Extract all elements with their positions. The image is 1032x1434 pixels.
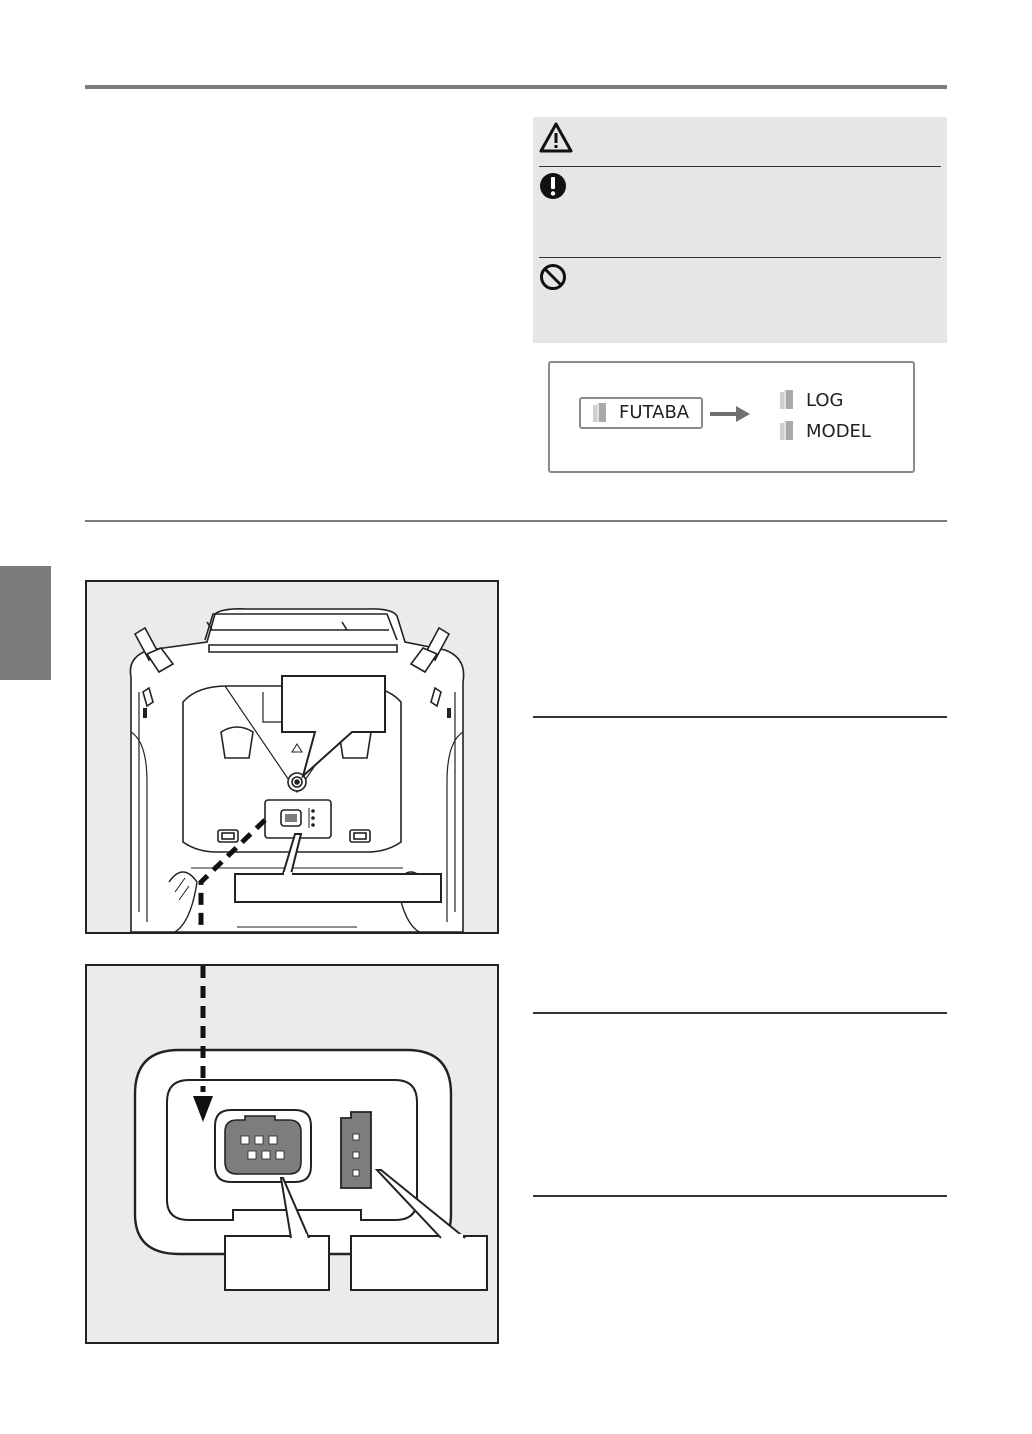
transmitter-rear-illustration [87,582,497,932]
connector-closeup-illustration [87,966,497,1342]
folder-icon [591,402,609,424]
warning-row [539,121,941,161]
right-column-rule [533,1012,947,1014]
folder-icon [778,389,796,411]
folder-icon [778,420,796,442]
folder-structure-diagram [548,361,915,473]
header-rule [85,85,947,89]
prohibited-row [539,262,941,332]
section-side-tab [0,566,51,680]
mandatory-exclamation-icon [539,172,567,200]
prohibited-icon [539,263,567,291]
child-folder-label-model: MODEL [806,421,871,442]
right-column-rule [533,1195,947,1197]
transmitter-rear-figure [85,580,499,934]
root-folder-label: FUTABA [619,402,690,423]
arrow-right-icon [710,406,750,422]
right-column-rule [533,716,947,718]
warning-notice-box [533,117,947,343]
connector-closeup-figure [85,964,499,1344]
root-folder [579,397,703,429]
warning-triangle-icon [539,122,573,154]
section-rule [85,520,947,522]
warning-separator [539,166,941,167]
child-folder-label-log: LOG [806,390,844,411]
mandatory-separator [539,257,941,258]
mandatory-row [539,171,941,251]
